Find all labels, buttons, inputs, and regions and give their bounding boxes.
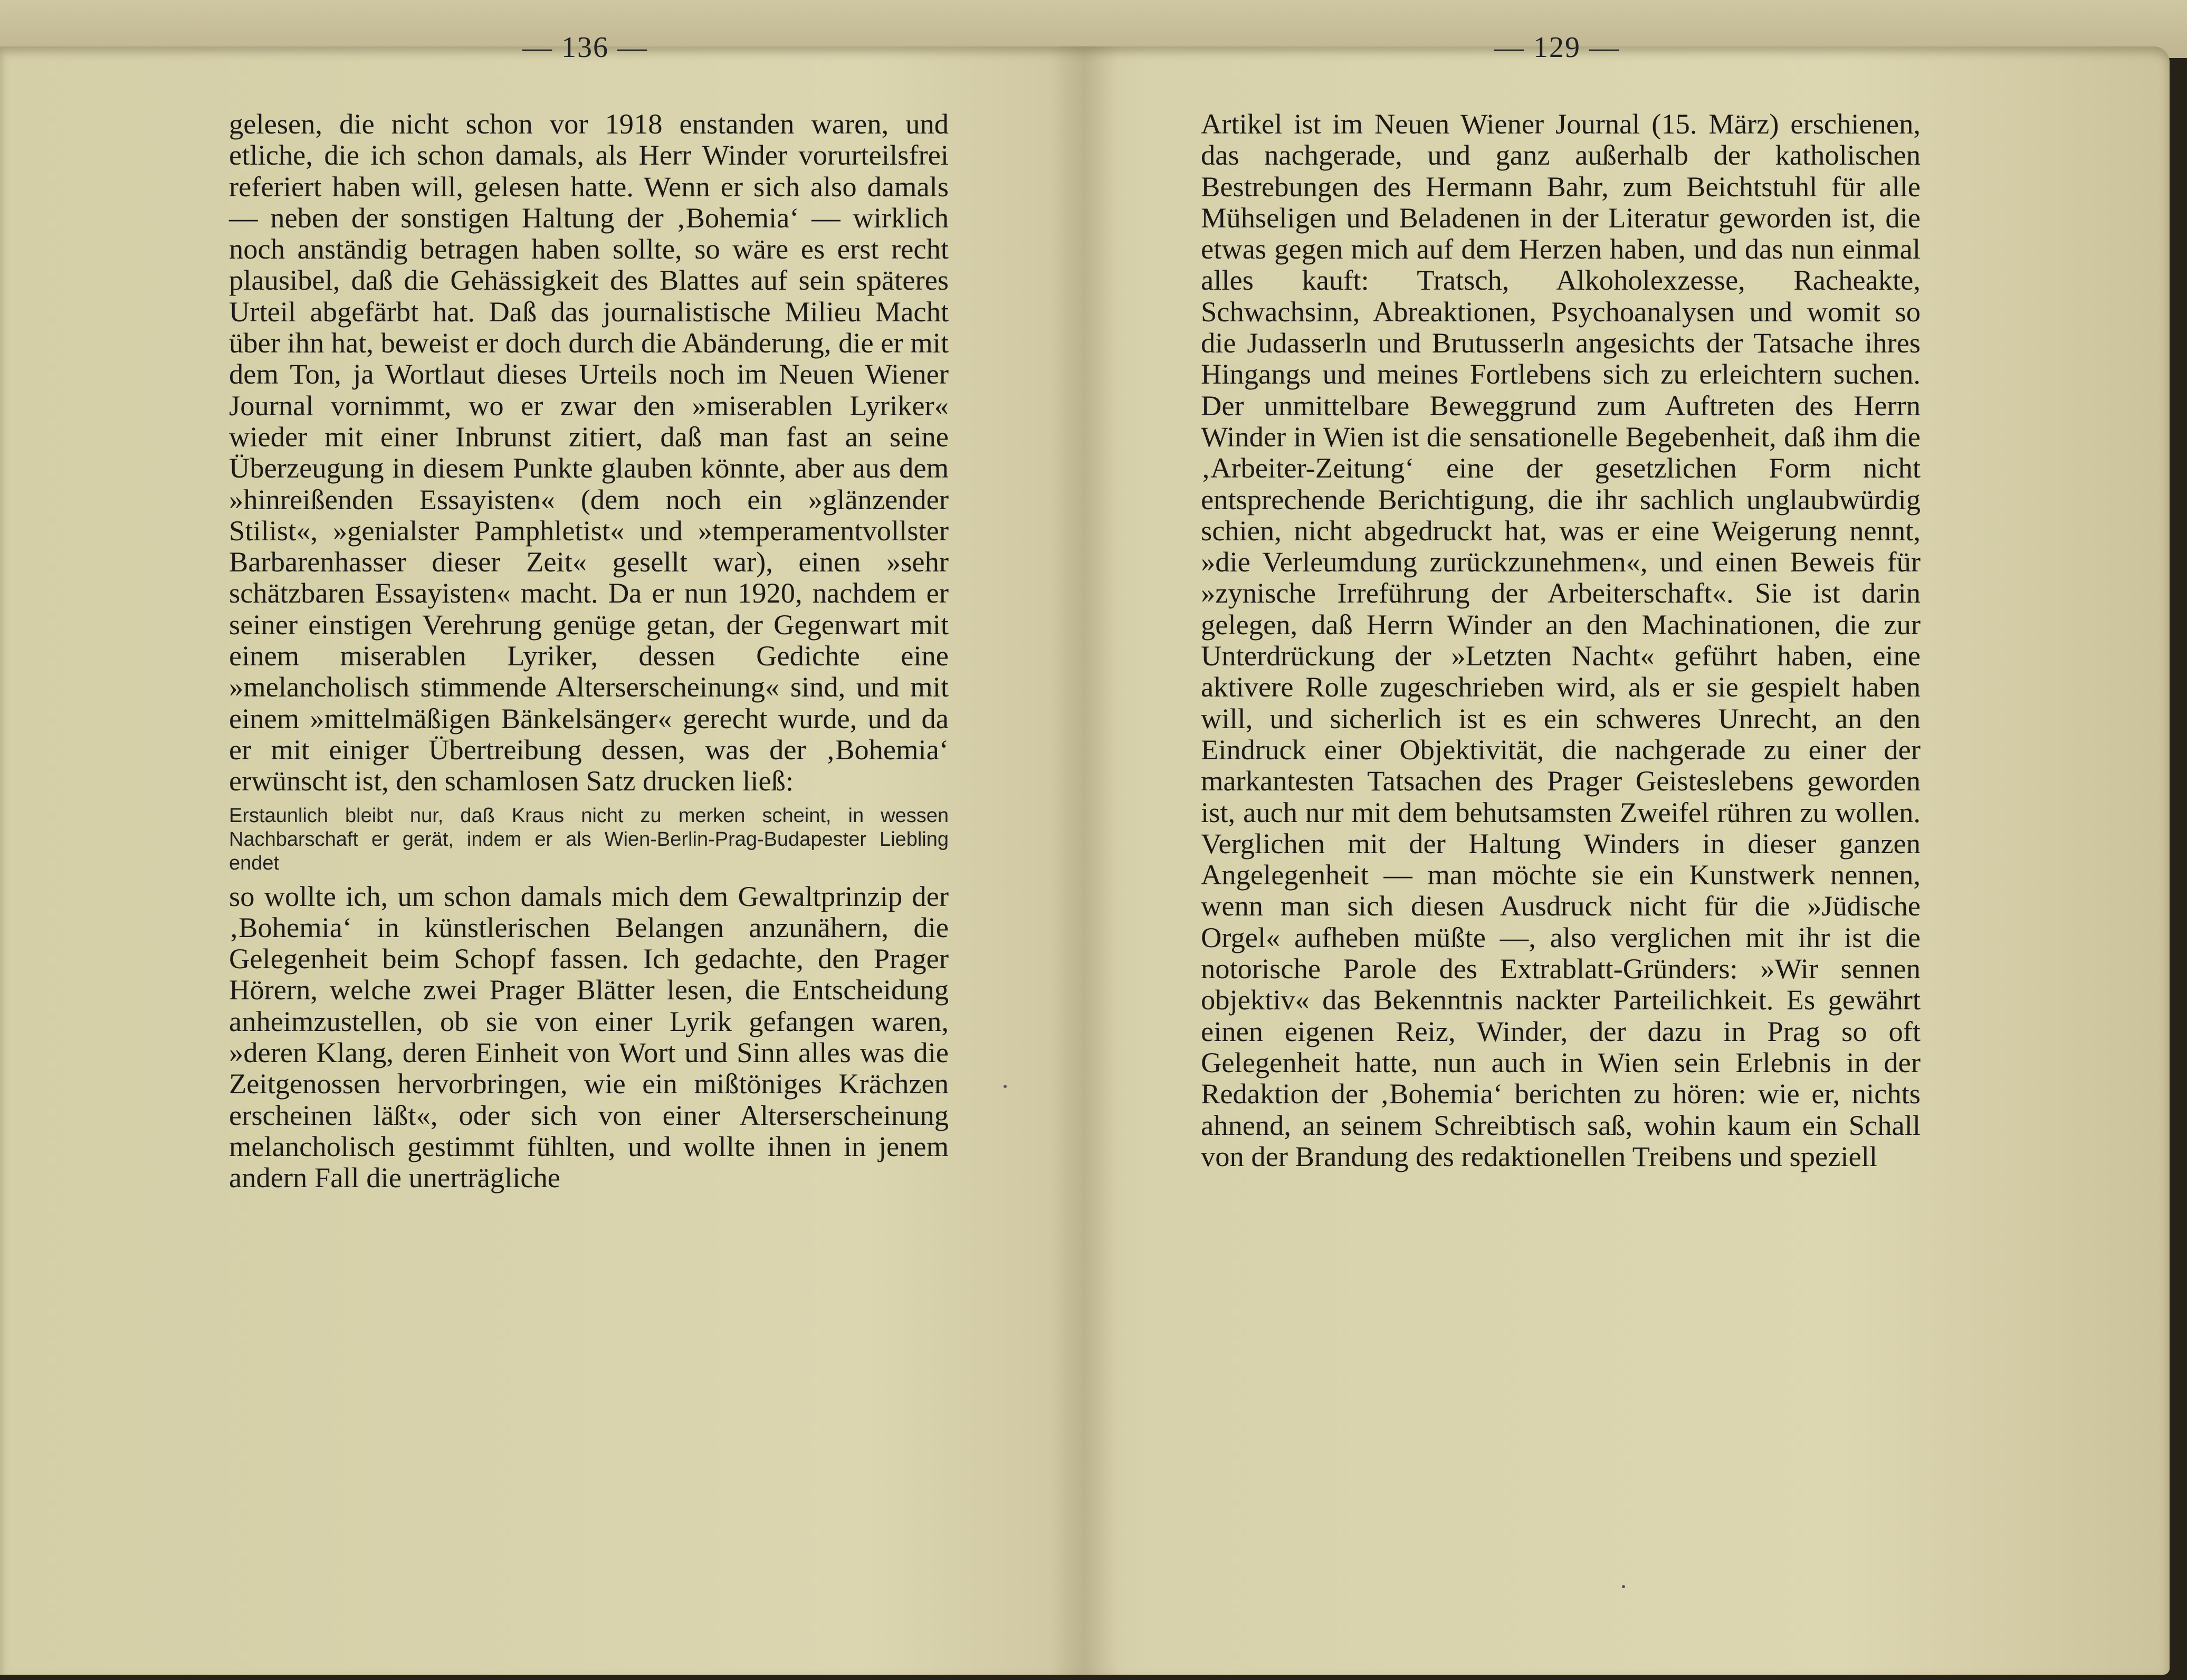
paper-speck — [1004, 1085, 1007, 1088]
right-paragraph-1: Artikel ist im Neuen Wiener Journal (15. März) erschienen, das nachgerade, und ganz außerhalb der katholischen Bestrebungen des Hermann Bahr, zum Beichtstuhl für alle Mühseligen und Beladenen in der Literatur geworden ist, die etwas gegen mich auf dem Herzen haben, und das nun einmal alles kauft: Tratsch, Alkoholexzesse, Racheakte, Schwachsinn, Abreaktionen, Psychoanalysen und womit so die Judasserln und Brutusserln angesichts der Tatsache ihres Hingangs und meines Fortlebens sich zu erleichtern suchen. Der unmittelbare Beweggrund zum Auftreten des Herrn Winder in Wien ist die sensationelle Begebenheit, daß ihm die ‚Arbeiter-Zeitung‘ eine der gesetzlichen Form nicht entsprechende Berichtigung, die ihr sachlich unglaubwürdig schien, nicht abgedruckt hat, was er eine Weigerung nennt, »die Verleumdung zurückzunehmen«, und einen Beweis für »zynische Irreführung der Arbeiterschaft«. Sie ist darin gelegen, daß Herrn Winder an den Machinationen, die zur Unterdrückung der »Letzten Nacht« geführt haben, eine aktivere Rolle zugeschrieben wird, als er sie gespielt haben will, und sicherlich ist es ein schweres Unrecht, an den Eindruck einer Objektivität, die nachgerade zu einer der markantesten Tatsachen des Prager Geisteslebens geworden ist, auch nur mit dem behutsamsten Zweifel rühren zu wollen. Verglichen mit der Haltung Winders in dieser ganzen Angelegenheit — man möchte sie ein Kunstwerk nennen, wenn man sich diesen Ausdruck nicht für die »Jüdische Orgel« aufheben müßte —, also verglichen mit ihr ist die notorische Parole des Extrablatt-Gründers: »Wir sennen objektiv« das Bekenntnis nackter Parteilichkeit. Es gewährt einen eigenen Reiz, Winder, der dazu in Prag so oft Gelegenheit hatte, nun auch in Wien sein Erlebnis in der Redaktion der ‚Bohemia‘ berichten zu hören: wie er, nichts ahnend, an seinem Schreibtisch saß, wohin kaum ein Schall von der Brandung des redaktionellen Treibens und speziell — [1201, 108, 1921, 1172]
left-paragraph-2: so wollte ich, um schon damals mich dem Gewaltprinzip der ‚Bohemia‘ in künstlerischen Belangen anzunähern, die Gelegenheit beim Schopf fassen. Ich gedachte, den Prager Hörern, welche zwei Prager Blätter lesen, die Entscheidung anheimzustellen, ob sie von einer Lyrik gefangen waren, »deren Klang, deren Einheit von Wort und Sinn alles was die Zeitgenossen hervorbringen, wie ein mißtöniges Krächzen erscheinen läßt«, oder sich von einer Alterserscheinung melancholisch gestimmt fühlten, und wollte ihnen in jenem andern Fall die unerträgliche — [229, 880, 949, 1194]
right-page-text — [1201, 108, 1921, 1172]
book-gutter — [1050, 46, 1119, 1675]
paper-speck — [1622, 1585, 1625, 1588]
left-block-quote: Erstaunlich bleibt nur, daß Kraus nicht zu merken scheint, in wessen Nachbarschaft er gerät, indem er als Wien-Berlin-Prag-Budapester Liebling endet — [229, 804, 949, 874]
right-page-number: — 129 — — [1494, 31, 1620, 64]
left-page-text — [229, 108, 949, 1194]
left-page-number: — 136 — — [522, 31, 648, 64]
left-paragraph-1: gelesen, die nicht schon vor 1918 enstanden waren, und etliche, die ich schon damals, als Herr Winder vorurteilsfrei referiert haben will, gelesen hatte. Wenn er sich also damals — neben der sonstigen Haltung der ‚Bohemia‘ — wirklich noch anständig betragen haben sollte, so wäre es erst recht plausibel, daß die Gehässigkeit des Blattes auf sein späteres Urteil abgefärbt hat. Daß das journalistische Milieu Macht über ihn hat, beweist er doch durch die Abänderung, die er mit dem Ton, ja Wortlaut dieses Urteils noch im Neuen Wiener Journal vornimmt, wo er zwar den »miserablen Lyriker« wieder mit einer Inbrunst zitiert, daß man fast an seine Überzeugung in diesem Punkte glauben könnte, aber aus dem »hinreißenden Essayisten« (dem noch ein »glänzender Stilist«, »genialster Pamphletist« und »temperamentvollster Barbarenhasser dieser Zeit« gesellt war), einen »sehr schätzbaren Essayisten« macht. Da er nun 1920, nachdem er seiner einstigen Verehrung genüge getan, der Gegenwart mit einem miserablen Lyriker, dessen Gedichte eine »melancholisch stimmende Alterserscheinung« sind, und mit einem »mittelmäßigen Bänkelsänger« gerecht wurde, und da er mit einiger Übertreibung dessen, was der ‚Bohemia‘ erwünscht ist, den schamlosen Satz drucken ließ: — [229, 108, 949, 797]
